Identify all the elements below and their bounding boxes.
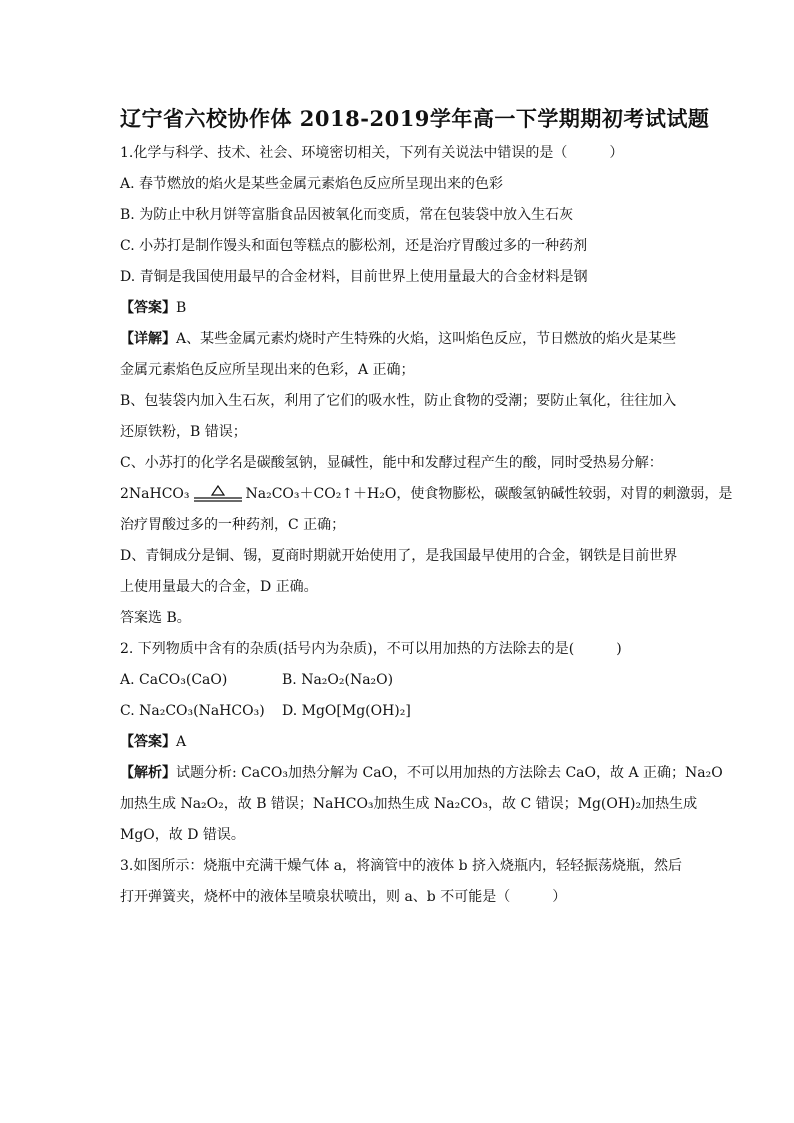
q2-option-d: D. MgO[Mg(OH)₂]: [282, 703, 411, 719]
q1-option-d: D. 青铜是我国使用最早的合金材料，目前世界上使用量最大的合金材料是钢: [120, 269, 588, 285]
q1-detail-c1: C、小苏打的化学名是碳酸氢钠，显碱性，能中和发酵过程产生的酸，同时受热易分解：: [120, 455, 663, 471]
q3-stem-2: 打开弹簧夹，烧杯中的液体呈喷泉状喷出，则 a、b 不可能是（ ）: [120, 889, 567, 905]
q2-options-cd: [120, 696, 680, 727]
q1-answer: [120, 293, 680, 324]
q1-conclusion: 答案选 B。: [120, 610, 191, 626]
q2-option-b: B. Na₂O₂(Na₂O): [282, 672, 394, 688]
q1-detail-b2: 还原铁粉，B 错误；: [120, 424, 247, 440]
document-body: [120, 138, 733, 913]
q3-stem-1: 3.如图所示：烧瓶中充满干燥气体 a，将滴管中的液体 b 挤入烧瓶内，轻轻振荡烧瓶，然后: [120, 858, 683, 874]
q1-stem: 1.化学与科学、技术、社会、环境密切相关，下列有关说法中错误的是（ ）: [120, 145, 624, 161]
q1-detail-c3: 治疗胃酸过多的一种药剂，C 正确；: [120, 517, 346, 533]
q2-analysis-1: 【解析】试题分析: CaCO₃加热分解为 CaO，不可以用加热的方法除去 CaO，故 A 正确；Na₂O: [120, 765, 723, 781]
q1-detail-a1: 【详解】A、某些金属元素灼烧时产生特殊的火焰，这叫焰色反应，节日燃放的焰火是某些: [120, 331, 677, 347]
q2-analysis-2: 加热生成 Na₂O₂，故 B 错误；NaHCO₃加热生成 Na₂CO₃，故 C 错误；Mg(OH)₂加热生成: [120, 796, 698, 812]
q1-detail-d2: 上使用量最大的合金，D 正确。: [120, 579, 318, 595]
q2-analysis-3: MgO，故 D 错误。: [120, 827, 245, 843]
answer-value: B: [176, 300, 187, 316]
q1-option-a: A. 春节燃放的焰火是某些金属元素焰色反应所呈现出来的色彩: [120, 176, 504, 192]
q1-option-b: B. 为防止中秋月饼等富脂食品因被氧化而变质，常在包装袋中放入生石灰: [120, 207, 574, 223]
equation-left: 2NaHCO₃: [120, 486, 190, 502]
answer-value: A: [176, 734, 187, 750]
q1-detail-d1: D、青铜成分是铜、锡，夏商时期就开始使用了，是我国最早使用的合金，钢铁是目前世界: [120, 548, 678, 564]
answer-tag: 【答案】: [120, 300, 176, 316]
q2-stem: 2. 下列物质中含有的杂质(括号内为杂质)，不可以用加热的方法除去的是( ): [120, 641, 622, 657]
q2-options-ab: [120, 665, 680, 696]
answer-tag: 【答案】: [120, 734, 176, 750]
q2-option-a: A. CaCO₃(CaO): [120, 672, 228, 688]
analysis-tag: 【解析】: [120, 765, 176, 781]
document-title: 辽宁省六校协作体 2018-2019学年高一下学期期初考试试题: [120, 106, 710, 131]
q2-answer: [120, 727, 680, 758]
heat-condition-icon: [192, 485, 244, 503]
q1-detail-b1: B、包装袋内加入生石灰，利用了它们的吸水性，防止食物的受潮；要防止氧化，往往加入: [120, 393, 677, 409]
q1-option-c: C. 小苏打是制作馒头和面包等糕点的膨松剂，还是治疗胃酸过多的一种药剂: [120, 238, 588, 254]
q1-equation-line: 2NaHCO₃ Na₂CO₃＋CO₂↑＋H₂O，使食物膨松，碳酸氢钠碱性较弱，对胃的刺激弱，是: [120, 486, 733, 502]
q1-detail-a2: 金属元素焰色反应所呈现出来的色彩，A 正确；: [120, 362, 415, 378]
equation-right: Na₂CO₃＋CO₂↑＋H₂O: [245, 486, 397, 502]
detail-tag: 【详解】: [120, 331, 176, 347]
q2-option-c: C. Na₂CO₃(NaHCO₃): [120, 703, 265, 719]
